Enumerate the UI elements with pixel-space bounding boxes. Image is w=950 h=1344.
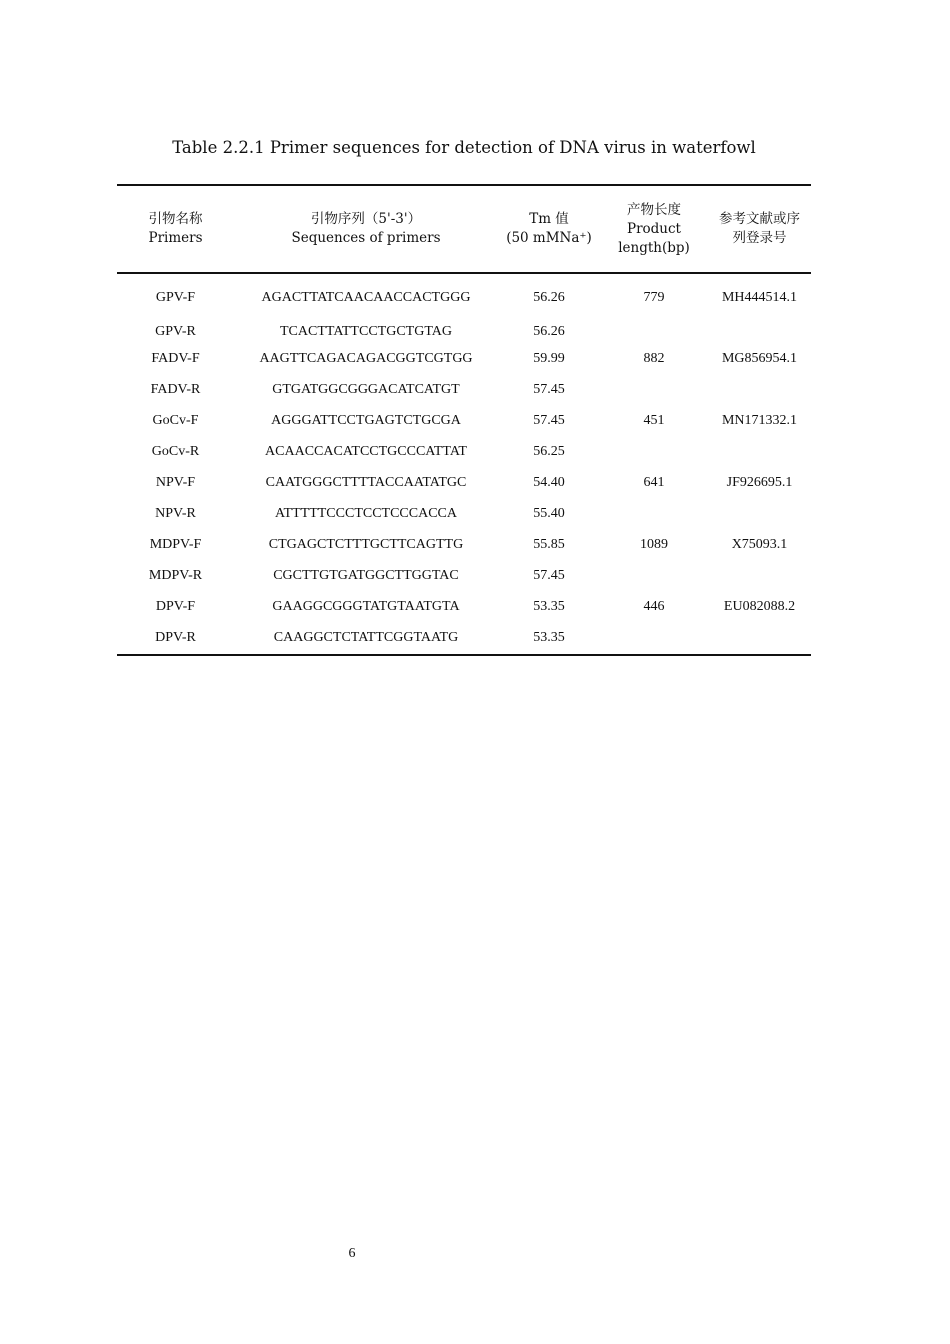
primer-name: NPV-R [155, 505, 196, 521]
primer-tm: 57.45 [533, 381, 565, 397]
primer-tm: 56.25 [533, 443, 565, 459]
product-length: 1089 [640, 536, 668, 552]
primer-tm: 55.40 [533, 505, 565, 521]
primer-name: DPV-R [117, 622, 234, 655]
table-row [117, 320, 811, 343]
primer-name: MDPV-R [148, 567, 203, 583]
primer-sequence: GTGATGGCGGGACATCATGT [272, 381, 460, 397]
table-row [117, 560, 811, 591]
product-length: 446 [643, 598, 665, 614]
primer-name: GoCv-F [152, 412, 199, 428]
reference-accession: MH444514.1 [721, 290, 798, 305]
reference-accession [708, 374, 811, 405]
product-length: 641 [643, 474, 665, 490]
table-row [117, 467, 811, 498]
table-row [117, 405, 811, 436]
primer-name: MDPV-F [149, 536, 202, 552]
product-length [600, 374, 708, 405]
primer-tm: 57.45 [533, 412, 565, 428]
primer-tm: 53.35 [533, 598, 565, 614]
reference-accession [708, 498, 811, 529]
product-length [600, 436, 708, 467]
primer-tm: 57.45 [533, 567, 565, 583]
primer-sequence: CGCTTGTGATGGCTTGGTAC [273, 567, 459, 583]
primer-name: DPV-F [155, 598, 196, 614]
page-number: 6 [348, 1246, 356, 1261]
table-row [117, 498, 811, 529]
reference-accession: EU082088.2 [723, 598, 796, 614]
primer-sequence: ACAACCACATCCTGCCCATTAT [265, 443, 467, 459]
header-product-length: 产物长度 Product length(bp) [600, 185, 708, 273]
primer-name: FADV-F [151, 350, 200, 366]
table-row [117, 374, 811, 405]
table-row [117, 436, 811, 467]
table-header-row [117, 185, 811, 273]
table-row [117, 591, 811, 622]
table-row [117, 343, 811, 374]
header-sequence: 引物序列（5'-3'） Sequences of primers [234, 185, 498, 273]
reference-accession [708, 320, 811, 343]
reference-accession: MN171332.1 [721, 412, 798, 428]
product-length [600, 560, 708, 591]
primer-sequence: CTGAGCTCTTTGCTTCAGTTG [268, 536, 464, 552]
reference-accession [708, 622, 811, 655]
product-length [600, 622, 708, 655]
product-length [600, 498, 708, 529]
primer-tm: 59.99 [533, 350, 565, 366]
primer-sequence: TCACTTATTCCTGCTGTAG [280, 323, 452, 339]
product-length: 882 [643, 350, 665, 366]
product-length: 779 [643, 290, 665, 305]
table-row [117, 273, 811, 320]
primer-sequence: AGGGATTCCTGAGTCTGCGA [271, 412, 461, 428]
reference-accession [708, 560, 811, 591]
primer-sequence: CAATGGGCTTTTACCAATATGC [265, 474, 467, 490]
primer-name: FADV-R [150, 381, 201, 397]
primer-tm: 56.26 [533, 290, 565, 305]
product-length [600, 320, 708, 343]
header-reference: 参考文献或序 列登录号 [708, 185, 811, 273]
primer-sequence: AAGTTCAGACAGACGGTCGTGG [259, 350, 473, 366]
primer-name: NPV-F [155, 474, 196, 490]
table-row [117, 622, 811, 655]
table-caption: Table 2.2.1 Primer sequences for detection of DNA virus in waterfowl [172, 138, 756, 157]
primer-sequence: ATTTTTCCCTCCTCCCACCA [274, 505, 458, 521]
header-tm: Tm 值 (50 mMNa⁺) [498, 185, 600, 273]
table-row [117, 529, 811, 560]
primer-tm: 54.40 [533, 474, 565, 490]
primer-sequence: CAAGGCTCTATTCGGTAATG [234, 622, 498, 655]
primer-name: GPV-F [155, 290, 196, 305]
primer-tm: 55.85 [533, 536, 565, 552]
reference-accession: JF926695.1 [726, 474, 793, 490]
primer-sequence: AGACTTATCAACAACCACTGGG [261, 290, 471, 305]
product-length: 451 [643, 412, 665, 428]
header-primers: 引物名称 Primers [117, 185, 234, 273]
primer-tm: 56.26 [533, 323, 565, 339]
reference-accession [708, 436, 811, 467]
primer-table [117, 184, 811, 656]
reference-accession: MG856954.1 [721, 350, 798, 366]
reference-accession: X75093.1 [731, 536, 788, 552]
primer-sequence: GAAGGCGGGTATGTAATGTA [272, 598, 460, 614]
primer-name: GoCv-R [151, 443, 200, 459]
primer-name: GPV-R [155, 323, 196, 339]
primer-tm: 53.35 [498, 622, 600, 655]
